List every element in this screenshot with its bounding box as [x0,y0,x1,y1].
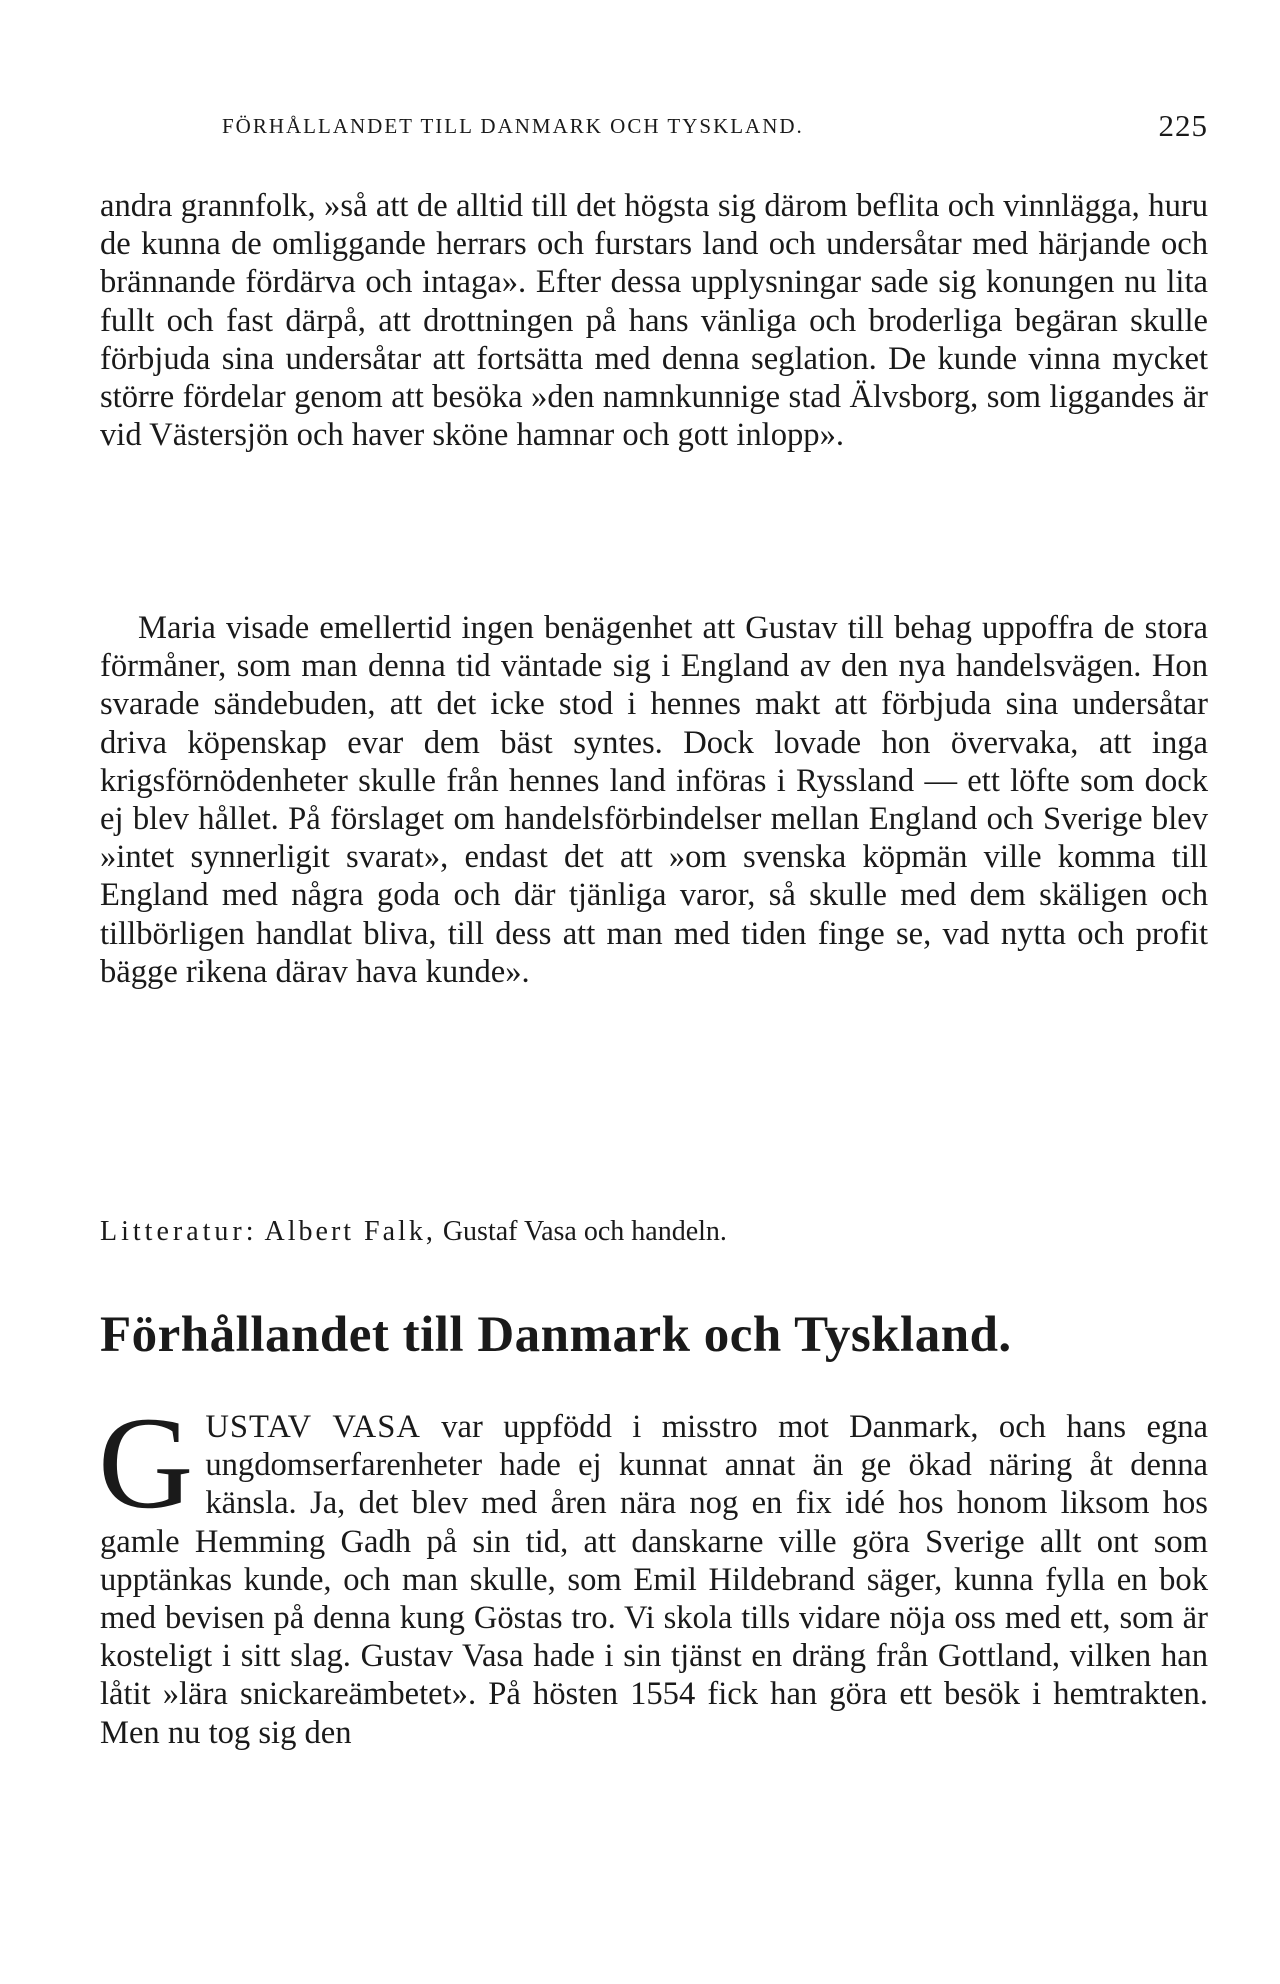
paragraph-text [98,1389,1208,1752]
literature-title: Gustaf Vasa och handeln. [442,1216,727,1247]
paragraph-maria [100,609,1208,991]
paragraph-text: Maria visade emellertid ingen benägenhet att Gustav till behag uppoffra de stora förmåner, som man denna tid väntade sig i England av den nya handelsvägen. Hon svarade sändebuden, att det icke stod i hennes makt att förbjuda sina undersåtar driva köpenskap evar dem bäst syntes. Dock lovade hon övervaka, att inga krigsförnödenheter skulle från hennes land införas i Ryssland — ett löfte som dock ej blev hållet. På förslaget om handelsförbindelser mellan England och Sverige blev »intet synnerligit svarat», endast det att »om svenska köpmän ville komma till England med några goda och där tjänliga varor, så skulle med dem skäligen och tillbörligen handlat bliva, till dess att man med tiden finge se, vad nytta och profit bägge rikena därav hava kunde». [100,610,1208,990]
book-page [100,0,1208,1984]
lead-in: USTAV VASA [205,1409,421,1445]
drop-cap: G [98,1389,194,1536]
paragraph-text: andra grannfolk, »så att de alltid till det högsta sig därom beflita och vinnlägga, huru de kunna de omliggande herrars och furstars land och undersåtar med härjande och brännande fördärva och intaga». Efter dessa upplysningar sade sig konungen nu lita fullt och fast därpå, att drottningen på hans vänliga och broderliga begäran skulle förbjuda sina undersåtar att fortsätta med denna seglation. De kunde vinna mycket större fördelar genom att besöka »den namnkunnige stad Älvsborg, som liggandes är vid Västersjön och haver sköne hamnar och gott inlopp». [100,188,1208,454]
literature-label: Litteratur: [100,1216,258,1247]
literature-author: Albert Falk, [264,1216,436,1247]
section-heading: Förhållandet till Danmark och Tyskland. [100,1307,1012,1363]
paragraph-continued [100,187,1208,454]
page-number: 225 [1158,108,1208,143]
section-paragraph [98,1389,1208,1752]
literature-reference [100,1216,727,1248]
running-head [222,108,1208,148]
section-text: var uppfödd i misstro mot Danmark, och hans egna ungdomserfarenheter hade ej kunnat annat än ge ökad näring åt denna känsla. Ja, det blev med åren nära nog en fix idé hos honom liksom hos gamle Hemming Gadh på sin tid, att danskarne ville göra Sverige allt ont som upptänkas kunde, och man skulle, som Emil Hildebrand säger, kunna fylla en bok med bevisen på denna kung Göstas tro. Vi skola tills vidare nöja oss med ett, som är kosteligt i sitt slag. Gustav Vasa hade i sin tjänst en dräng från Gottland, vilken han låtit »lära snickareämbetet». På hösten 1554 fick han göra ett besök i hemtrakten. Men nu tog sig den [100,1409,1208,1751]
running-title: FÖRHÅLLANDET TILL DANMARK OCH TYSKLAND. [222,114,804,138]
